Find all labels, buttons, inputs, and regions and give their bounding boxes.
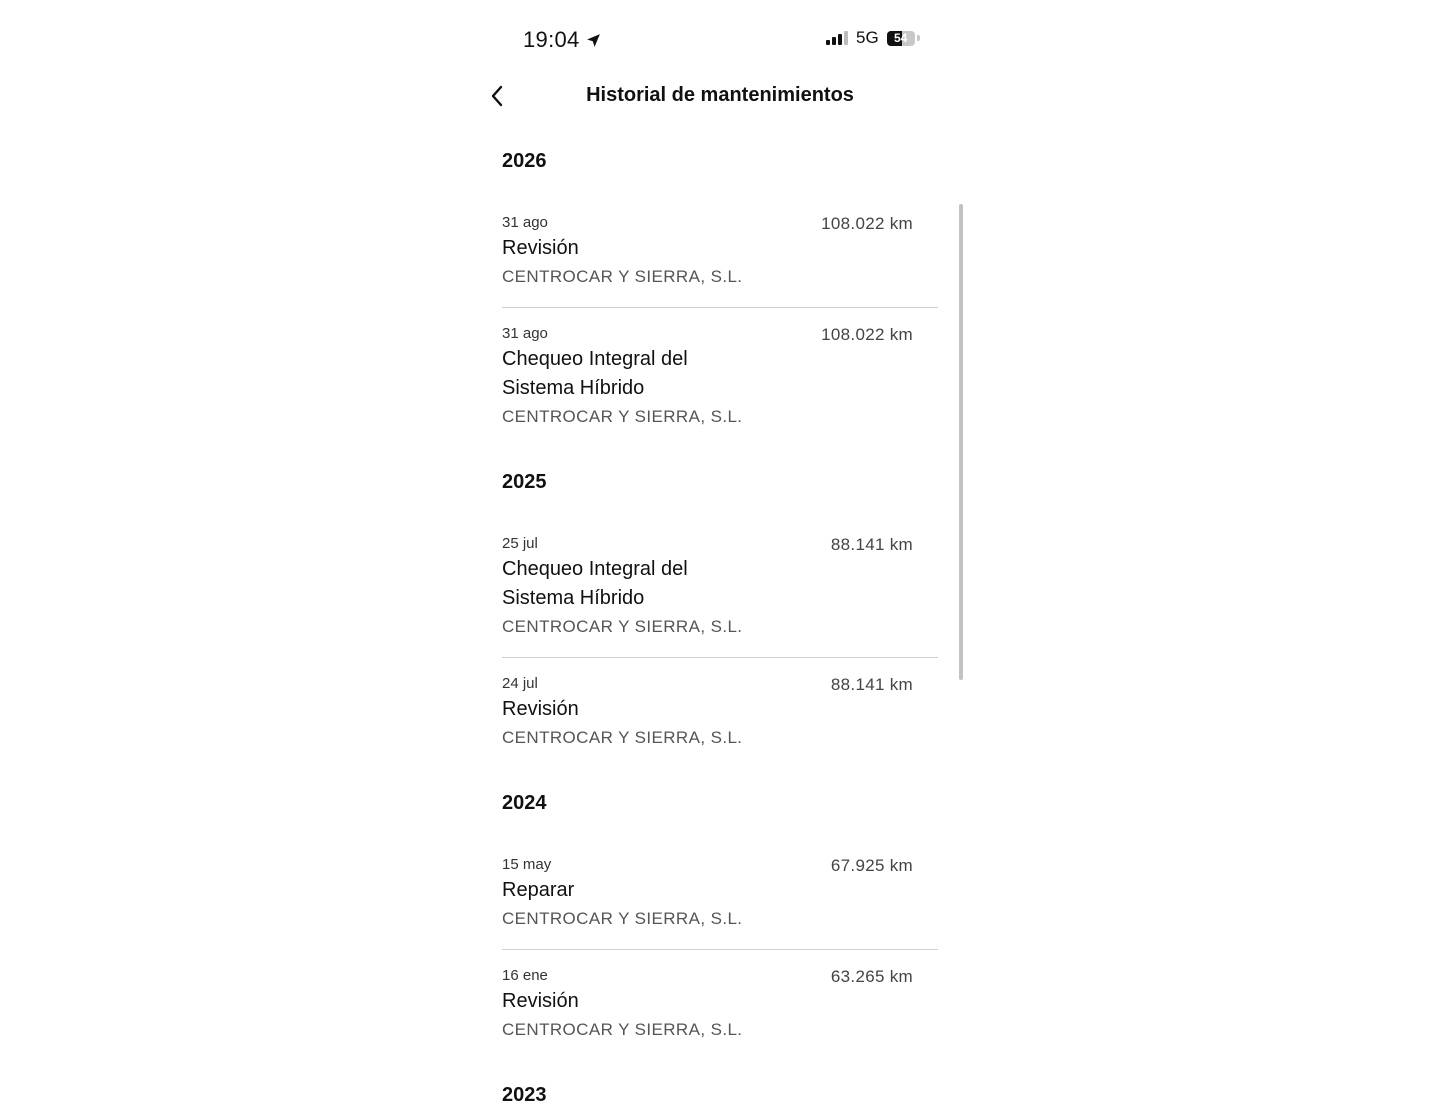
year-entries — [502, 856, 938, 1042]
year-heading: 2025 — [502, 471, 547, 493]
network-type: 5G — [856, 28, 879, 47]
entry-mileage: 88.141 km — [830, 675, 913, 694]
year-heading: 2026 — [502, 150, 547, 172]
year-entries — [502, 535, 938, 750]
location-arrow-icon — [585, 32, 602, 49]
status-time — [523, 27, 602, 53]
entry-date: 15 may — [502, 856, 552, 873]
entry-title: Chequeo Integral del Sistema Híbrido — [502, 558, 688, 609]
scrollbar[interactable] — [959, 204, 963, 680]
page-title: Historial de mantenimientos — [586, 84, 854, 106]
entry-title: Revisión — [502, 698, 579, 720]
entry-dealer: CENTROCAR Y SIERRA, S.L. — [502, 1020, 743, 1039]
year-entries — [502, 214, 938, 429]
status-indicators — [826, 28, 920, 48]
entry-title: Reparar — [502, 879, 575, 901]
maintenance-history-list — [502, 140, 938, 1110]
entry-dealer: CENTROCAR Y SIERRA, S.L. — [502, 267, 743, 286]
year-heading: 2024 — [502, 792, 547, 814]
battery-level-text: 54 — [894, 30, 908, 45]
entry-dealer: CENTROCAR Y SIERRA, S.L. — [502, 728, 743, 747]
entry-date: 16 ene — [502, 967, 548, 984]
entry-mileage: 63.265 km — [830, 967, 913, 986]
maintenance-entry[interactable] — [502, 950, 938, 1042]
entry-mileage: 108.022 km — [821, 325, 913, 344]
clock-text: 19:04 — [523, 27, 580, 52]
entry-date: 31 ago — [502, 325, 548, 342]
maintenance-entry[interactable] — [502, 535, 938, 658]
entry-date: 24 jul — [502, 675, 538, 692]
entry-mileage: 88.141 km — [830, 535, 913, 554]
maintenance-entry[interactable] — [502, 308, 938, 429]
entry-mileage: 67.925 km — [830, 856, 913, 875]
entry-title: Chequeo Integral del Sistema Híbrido — [502, 348, 688, 399]
entry-mileage: 108.022 km — [821, 214, 913, 233]
entry-dealer: CENTROCAR Y SIERRA, S.L. — [502, 407, 743, 426]
entry-date: 31 ago — [502, 214, 548, 231]
battery-icon — [887, 31, 915, 46]
maintenance-entry[interactable] — [502, 658, 938, 750]
cellular-signal-icon — [826, 31, 848, 45]
entry-title: Revisión — [502, 990, 579, 1012]
year-heading: 2023 — [502, 1084, 547, 1106]
entry-dealer: CENTROCAR Y SIERRA, S.L. — [502, 909, 743, 928]
battery-tip — [917, 35, 920, 41]
entry-title: Revisión — [502, 237, 579, 259]
maintenance-entry[interactable] — [502, 856, 938, 950]
entry-date: 25 jul — [502, 535, 538, 552]
entry-dealer: CENTROCAR Y SIERRA, S.L. — [502, 617, 743, 636]
maintenance-entry[interactable] — [502, 214, 938, 308]
